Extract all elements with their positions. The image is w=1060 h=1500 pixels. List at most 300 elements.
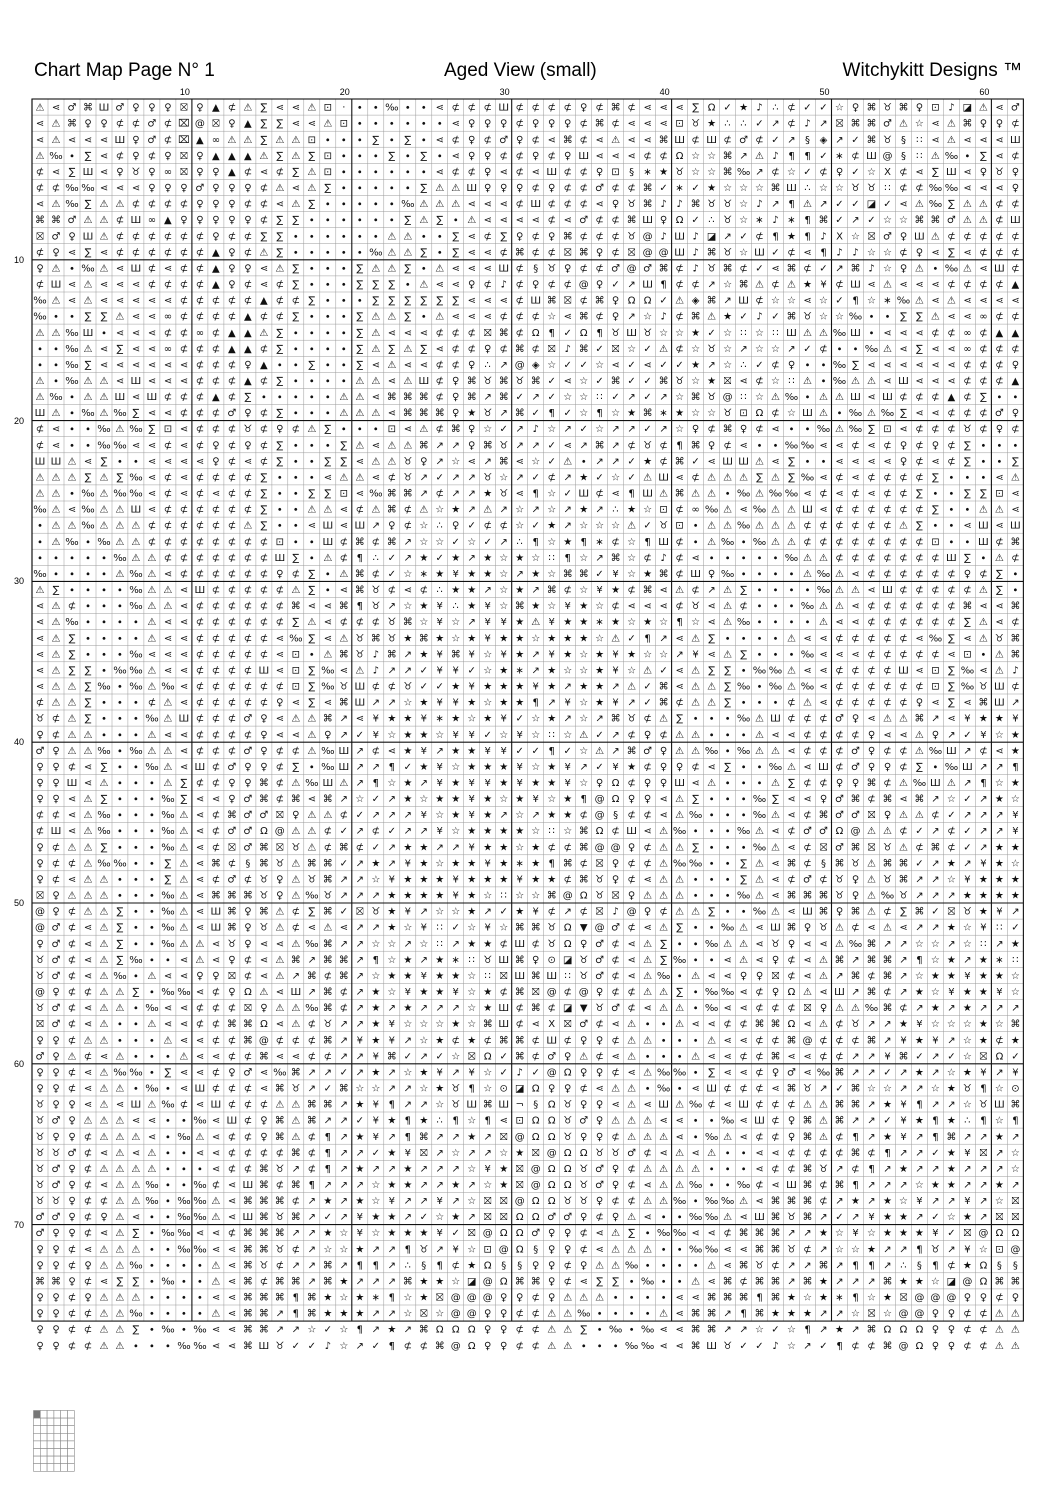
stitch-symbol: ⊄ <box>452 167 460 178</box>
stitch-symbol: ∙ <box>341 247 347 258</box>
stitch-symbol: ∙ <box>309 392 315 403</box>
stitch-symbol: ⋖ <box>132 440 140 451</box>
stitch-symbol: ∑ <box>308 633 315 644</box>
stitch-symbol: ♀ <box>596 1100 603 1111</box>
stitch-symbol: ↗ <box>356 939 364 950</box>
stitch-symbol: ⊄ <box>627 440 635 451</box>
stitch-symbol: ⋖ <box>675 1341 683 1352</box>
stitch-symbol: ♀ <box>68 1228 75 1239</box>
stitch-symbol: ⊄ <box>803 810 811 821</box>
stitch-symbol: ∞ <box>164 167 172 178</box>
stitch-symbol: ¶ <box>1012 762 1018 773</box>
stitch-symbol: ⌘ <box>867 778 877 789</box>
stitch-symbol: ♉ <box>36 1100 45 1111</box>
page-cell <box>40 1418 47 1426</box>
stitch-symbol: ‰ <box>161 987 174 998</box>
stitch-symbol: ⚠ <box>723 939 732 950</box>
stitch-symbol: ⌘ <box>387 489 397 500</box>
stitch-symbol: @ <box>899 1309 909 1320</box>
stitch-symbol: ✓ <box>947 1228 955 1239</box>
stitch-symbol: ⚠ <box>100 939 109 950</box>
stitch-symbol: ★ <box>819 1277 828 1288</box>
stitch-symbol: ★ <box>387 1212 396 1223</box>
stitch-symbol: ⊄ <box>260 440 268 451</box>
stitch-symbol: ∙ <box>740 569 746 580</box>
stitch-symbol: ⚠ <box>339 569 348 580</box>
page-cell <box>40 1433 47 1441</box>
stitch-symbol: ⌘ <box>899 1051 909 1062</box>
stitch-symbol: ⊄ <box>292 569 300 580</box>
stitch-symbol: ♀ <box>1012 183 1019 194</box>
stitch-symbol: ♂ <box>579 215 588 226</box>
stitch-symbol: Ш <box>466 1100 477 1111</box>
stitch-symbol: ⋖ <box>835 456 843 467</box>
stitch-symbol: ∙ <box>676 1035 682 1046</box>
stitch-symbol: ★ <box>707 183 716 194</box>
stitch-symbol: ⋖ <box>68 505 76 516</box>
stitch-symbol: ⊄ <box>228 601 236 612</box>
stitch-symbol: ✓ <box>468 521 476 532</box>
stitch-symbol: ↗ <box>595 505 603 516</box>
stitch-symbol: ∙ <box>708 1116 714 1127</box>
stitch-symbol: ‰ <box>753 794 766 805</box>
stitch-symbol: ⊄ <box>228 489 236 500</box>
stitch-symbol: ♀ <box>52 1100 59 1111</box>
stitch-symbol: ⊄ <box>244 585 252 596</box>
stitch-symbol: ♀ <box>500 1293 507 1304</box>
stitch-symbol: ⌘ <box>659 376 669 387</box>
stitch-symbol: ★ <box>339 1277 348 1288</box>
stitch-symbol: @ <box>515 1132 525 1143</box>
stitch-symbol: ★ <box>547 875 556 886</box>
stitch-symbol: ⊄ <box>260 585 268 596</box>
stitch-symbol: ★ <box>979 714 988 725</box>
stitch-symbol: ♪ <box>948 103 954 114</box>
stitch-symbol: ‰ <box>753 505 766 516</box>
stitch-symbol: ⊄ <box>228 682 236 693</box>
stitch-symbol: Ш <box>626 328 637 339</box>
stitch-symbol: ⋖ <box>979 601 987 612</box>
stitch-symbol: ♀ <box>52 1260 59 1271</box>
stitch-symbol: ⊄ <box>164 247 172 258</box>
stitch-symbol: ⚠ <box>611 1244 620 1255</box>
stitch-symbol: ⋖ <box>468 247 476 258</box>
stitch-symbol: ∙ <box>309 328 315 339</box>
stitch-symbol: ⊡ <box>388 424 396 435</box>
stitch-symbol: ↗ <box>404 810 412 821</box>
stitch-symbol: ★ <box>467 633 476 644</box>
stitch-symbol: ♀ <box>132 151 139 162</box>
stitch-symbol: ⊄ <box>580 810 588 821</box>
stitch-symbol: ⊄ <box>148 151 156 162</box>
stitch-symbol: ⋖ <box>947 376 955 387</box>
stitch-symbol: ⊄ <box>739 1084 747 1095</box>
stitch-symbol: ‰ <box>161 923 174 934</box>
stitch-symbol: ♂ <box>803 826 812 837</box>
stitch-symbol: ∙ <box>964 537 970 548</box>
stitch-symbol: ⚠ <box>691 971 700 982</box>
stitch-symbol: ⊄ <box>835 762 843 773</box>
stitch-symbol: ☆ <box>467 1019 476 1030</box>
stitch-symbol: ↗ <box>500 408 508 419</box>
stitch-symbol: ⊄ <box>755 1084 763 1095</box>
stitch-symbol: ⊄ <box>228 360 236 371</box>
stitch-symbol: ♪ <box>756 199 762 210</box>
stitch-symbol: Ш <box>1010 521 1021 532</box>
stitch-symbol: ⛝ <box>516 1180 524 1191</box>
stitch-symbol: ⋖ <box>723 1100 731 1111</box>
stitch-symbol: ★ <box>435 875 444 886</box>
page-cell <box>34 1441 41 1449</box>
stitch-symbol: ∙ <box>117 456 123 467</box>
stitch-symbol: ⌘ <box>275 1132 285 1143</box>
stitch-symbol: ∙ <box>389 199 395 210</box>
stitch-symbol: ‰ <box>721 1196 734 1207</box>
stitch-symbol: ⚠ <box>147 585 156 596</box>
stitch-symbol: ↗ <box>627 280 635 291</box>
stitch-symbol: ⚠ <box>323 553 332 564</box>
stitch-symbol: Ш <box>131 376 142 387</box>
stitch-symbol: ⋖ <box>292 698 300 709</box>
stitch-symbol: ⋖ <box>995 135 1003 146</box>
stitch-symbol: ↗ <box>388 858 396 869</box>
stitch-symbol: ⊄ <box>212 601 220 612</box>
stitch-symbol: ⌘ <box>707 1309 717 1320</box>
stitch-symbol: ⊄ <box>84 1051 92 1062</box>
stitch-symbol: ⋖ <box>180 1019 188 1030</box>
stitch-symbol: ↗ <box>308 987 316 998</box>
stitch-symbol: ⊄ <box>564 199 572 210</box>
stitch-symbol: ⋖ <box>803 665 811 676</box>
stitch-symbol: ↗ <box>1011 698 1019 709</box>
stitch-symbol: ⊄ <box>372 682 380 693</box>
stitch-symbol: ‰ <box>865 1003 878 1014</box>
stitch-symbol: ♀ <box>1012 360 1019 371</box>
stitch-symbol: ↗ <box>819 119 827 130</box>
stitch-symbol: ♉ <box>963 1084 972 1095</box>
stitch-symbol: ‰ <box>81 489 94 500</box>
stitch-symbol: ⋖ <box>180 955 188 966</box>
stitch-symbol: ⋖ <box>372 360 380 371</box>
stitch-symbol: ⊄ <box>611 231 619 242</box>
stitch-symbol: ☆ <box>355 1084 364 1095</box>
stitch-symbol: ⌘ <box>67 119 77 130</box>
stitch-symbol: ✓ <box>691 215 699 226</box>
stitch-symbol: ⌘ <box>883 1277 893 1288</box>
stitch-symbol: ¥ <box>533 682 539 693</box>
stitch-symbol: ⊄ <box>196 392 204 403</box>
stitch-symbol: ☆ <box>419 794 428 805</box>
stitch-symbol: ∙ <box>165 1084 171 1095</box>
stitch-symbol: ★ <box>579 473 588 484</box>
stitch-symbol: ∑ <box>388 280 395 291</box>
stitch-symbol: ∙ <box>740 810 746 821</box>
stitch-symbol: ∙ <box>996 440 1002 451</box>
stitch-symbol: ⊄ <box>915 537 923 548</box>
stitch-symbol: ⋖ <box>883 730 891 741</box>
stitch-symbol: ↗ <box>420 778 428 789</box>
stitch-symbol: ⚠ <box>675 794 684 805</box>
stitch-symbol: ⌘ <box>323 1277 333 1288</box>
stitch-symbol: ⚠ <box>403 231 412 242</box>
stitch-symbol: ⛝ <box>868 231 876 242</box>
stitch-symbol: ⋖ <box>84 135 92 146</box>
stitch-symbol: ⊄ <box>819 746 827 757</box>
stitch-symbol: ⊄ <box>276 167 284 178</box>
stitch-symbol: ★ <box>451 585 460 596</box>
stitch-symbol: ⌘ <box>339 601 349 612</box>
stitch-symbol: ★ <box>403 714 412 725</box>
stitch-symbol: ⋖ <box>803 296 811 307</box>
stitch-symbol: ⚠ <box>723 1212 732 1223</box>
stitch-symbol: ⋖ <box>931 119 939 130</box>
stitch-symbol: ∙ <box>405 167 411 178</box>
stitch-symbol: ∑ <box>308 698 315 709</box>
stitch-symbol: ⋖ <box>148 1132 156 1143</box>
stitch-symbol: ⚠ <box>931 151 940 162</box>
stitch-symbol: ⊄ <box>707 424 715 435</box>
stitch-symbol: ⋖ <box>755 939 763 950</box>
stitch-symbol: ⋖ <box>84 1067 92 1078</box>
stitch-symbol: Ш <box>930 778 941 789</box>
stitch-symbol: ♀ <box>468 135 475 146</box>
stitch-symbol: ↗ <box>787 1260 795 1271</box>
stitch-symbol: ⌘ <box>435 1341 445 1352</box>
stitch-symbol: ¥ <box>1012 826 1018 837</box>
stitch-symbol: ⋖ <box>180 665 188 676</box>
stitch-symbol: ∙ <box>676 1084 682 1095</box>
stitch-symbol: ♉ <box>547 263 556 274</box>
stitch-symbol: ∑ <box>324 424 331 435</box>
stitch-symbol: ⊄ <box>851 151 859 162</box>
stitch-symbol: ★ <box>675 408 684 419</box>
stitch-symbol: ♀ <box>868 730 875 741</box>
stitch-symbol: ∑ <box>740 585 747 596</box>
stitch-symbol: ¥ <box>1012 810 1018 821</box>
stitch-symbol: ∙ <box>373 424 379 435</box>
stitch-symbol: ★ <box>723 312 732 323</box>
stitch-symbol: ⊄ <box>899 601 907 612</box>
stitch-symbol: ⋖ <box>196 907 204 918</box>
stitch-symbol: ♀ <box>900 231 907 242</box>
stitch-symbol: ⌘ <box>851 907 861 918</box>
stitch-symbol: ⋖ <box>116 296 124 307</box>
stitch-symbol: ∙ <box>37 344 43 355</box>
stitch-symbol: ⊄ <box>867 794 875 805</box>
stitch-symbol: ∑ <box>276 231 283 242</box>
stitch-symbol: ⚠ <box>995 1309 1004 1320</box>
stitch-symbol: ⊄ <box>276 682 284 693</box>
stitch-symbol: ★ <box>355 1132 364 1143</box>
stitch-symbol: ⚠ <box>195 1132 204 1143</box>
stitch-symbol: ⚠ <box>819 1019 828 1030</box>
stitch-symbol: ∙ <box>676 1244 682 1255</box>
stitch-symbol: ⌘ <box>243 891 253 902</box>
stitch-symbol: ★ <box>387 1148 396 1159</box>
stitch-symbol: Ш <box>131 263 142 274</box>
stitch-symbol: ♀ <box>164 183 171 194</box>
stitch-symbol: ⚠ <box>931 312 940 323</box>
stitch-symbol: ∴ <box>437 585 443 596</box>
stitch-symbol: ∙ <box>293 440 299 451</box>
stitch-symbol: ∙ <box>756 553 762 564</box>
stitch-symbol: ¶ <box>469 1084 475 1095</box>
stitch-symbol: ⋖ <box>100 1148 108 1159</box>
stitch-symbol: ∙ <box>692 1035 698 1046</box>
stitch-symbol: ∙ <box>660 1277 666 1288</box>
stitch-symbol: Ш <box>754 247 765 258</box>
stitch-symbol: ⚠ <box>52 649 61 660</box>
stitch-symbol: Ω <box>580 1148 588 1159</box>
stitch-symbol: ⋖ <box>979 296 987 307</box>
stitch-symbol: ♀ <box>452 408 459 419</box>
stitch-symbol: ♀ <box>916 247 923 258</box>
stitch-symbol: ⊄ <box>580 199 588 210</box>
stitch-symbol: ⚠ <box>371 263 380 274</box>
stitch-symbol: ∙ <box>660 1260 666 1271</box>
stitch-symbol: ⊄ <box>500 521 508 532</box>
stitch-symbol: ♉ <box>595 891 604 902</box>
stitch-symbol: ∑ <box>292 312 299 323</box>
stitch-symbol: ↗ <box>723 1325 731 1336</box>
stitch-symbol: ♉ <box>371 601 380 612</box>
stitch-symbol: ⌘ <box>307 1293 317 1304</box>
stitch-symbol: ⊄ <box>723 440 731 451</box>
stitch-symbol: ‰ <box>737 682 750 693</box>
stitch-symbol: ⋖ <box>643 103 651 114</box>
stitch-symbol: ⊄ <box>867 971 875 982</box>
stitch-symbol: ↗ <box>931 923 939 934</box>
stitch-symbol: ⋖ <box>180 585 188 596</box>
page-cell <box>54 1456 61 1464</box>
stitch-symbol: ♂ <box>259 810 268 821</box>
stitch-symbol: ‰ <box>721 923 734 934</box>
stitch-symbol: ★ <box>483 553 492 564</box>
stitch-symbol: ⌘ <box>259 858 269 869</box>
stitch-symbol: ⊄ <box>883 521 891 532</box>
stitch-symbol: Ш <box>322 537 333 548</box>
stitch-symbol: ★ <box>947 955 956 966</box>
stitch-symbol: ♉ <box>851 858 860 869</box>
stitch-symbol: ∑ <box>980 151 987 162</box>
stitch-symbol: ∙ <box>165 1212 171 1223</box>
stitch-symbol: ⚠ <box>195 955 204 966</box>
stitch-symbol: ¥ <box>932 1035 938 1046</box>
stitch-symbol: Ω <box>484 1260 492 1271</box>
stitch-symbol: ⚠ <box>147 1164 156 1175</box>
stitch-symbol: ⚠ <box>100 1035 109 1046</box>
stitch-symbol: ⌘ <box>259 1180 269 1191</box>
stitch-symbol: ⛝ <box>516 1164 524 1175</box>
stitch-symbol: ✓ <box>803 167 811 178</box>
stitch-symbol: ⋖ <box>196 923 204 934</box>
stitch-symbol: ☆ <box>499 473 508 484</box>
stitch-symbol: ♀ <box>52 891 59 902</box>
stitch-symbol: ⌘ <box>403 408 413 419</box>
stitch-symbol: ⌘ <box>803 1180 813 1191</box>
stitch-symbol: ∑ <box>276 247 283 258</box>
stitch-symbol: ¥ <box>437 665 443 676</box>
stitch-symbol: ⌘ <box>51 215 61 226</box>
stitch-symbol: ♉ <box>675 376 684 387</box>
stitch-symbol: ☆ <box>931 987 940 998</box>
stitch-symbol: ⚠ <box>643 473 652 484</box>
stitch-symbol: ⚠ <box>115 1196 124 1207</box>
stitch-symbol: ⊄ <box>148 698 156 709</box>
stitch-symbol: ¥ <box>453 698 459 709</box>
stitch-symbol: ∙ <box>708 810 714 821</box>
stitch-symbol: ‰ <box>737 826 750 837</box>
stitch-symbol: ∑ <box>133 1228 140 1239</box>
stitch-symbol: ★ <box>483 939 492 950</box>
stitch-symbol: ∙ <box>149 1051 155 1062</box>
stitch-symbol: ⊄ <box>755 1003 763 1014</box>
stitch-symbol: ‰ <box>737 891 750 902</box>
stitch-symbol: ⛝ <box>500 1196 508 1207</box>
stitch-symbol: ↗ <box>436 1003 444 1014</box>
stitch-symbol: ⋖ <box>436 280 444 291</box>
stitch-symbol: ⚠ <box>675 730 684 741</box>
stitch-symbol: ∙ <box>325 296 331 307</box>
stitch-symbol: ⚠ <box>84 858 93 869</box>
stitch-symbol: ¥ <box>565 698 571 709</box>
stitch-symbol: ⌘ <box>739 1228 749 1239</box>
stitch-symbol: ⚠ <box>547 1309 556 1320</box>
stitch-symbol: ⌘ <box>419 408 429 419</box>
stitch-symbol: ★ <box>931 1180 940 1191</box>
stitch-symbol: ¥ <box>469 810 475 821</box>
stitch-symbol: ⌘ <box>803 1277 813 1288</box>
stitch-symbol: ⌘ <box>675 489 685 500</box>
stitch-symbol: ∙ <box>37 537 43 548</box>
stitch-symbol: ⚠ <box>131 1164 140 1175</box>
stitch-symbol: ⚠ <box>707 682 716 693</box>
stitch-symbol: ♂ <box>52 1164 61 1175</box>
stitch-symbol: ♉ <box>627 231 636 242</box>
stitch-symbol: ‰ <box>97 537 110 548</box>
stitch-symbol: ∑ <box>948 698 955 709</box>
stitch-symbol: ⋖ <box>68 875 76 886</box>
stitch-symbol: ⋖ <box>595 135 603 146</box>
stitch-symbol: ⋖ <box>260 1067 268 1078</box>
stitch-symbol: ⌘ <box>787 263 797 274</box>
stitch-symbol: ⊄ <box>675 553 683 564</box>
stitch-symbol: ♉ <box>595 1148 604 1159</box>
stitch-symbol: ⊄ <box>180 328 188 339</box>
stitch-symbol: ☆ <box>915 939 924 950</box>
stitch-symbol: ⚠ <box>883 280 892 291</box>
stitch-symbol: ∙ <box>341 151 347 162</box>
stitch-symbol: ¶ <box>357 553 363 564</box>
stitch-symbol: ⊄ <box>580 263 588 274</box>
stitch-symbol: ∙ <box>293 392 299 403</box>
stitch-symbol: @ <box>595 923 605 934</box>
stitch-symbol: ↗ <box>899 1148 907 1159</box>
stitch-symbol: ⋖ <box>276 649 284 660</box>
stitch-symbol: ∙ <box>69 151 75 162</box>
stitch-symbol: ⚠ <box>867 907 876 918</box>
stitch-symbol: ☆ <box>851 231 860 242</box>
stitch-symbol: ▲ <box>244 328 252 339</box>
stitch-symbol: ★ <box>1011 730 1020 741</box>
stitch-symbol: ⚠ <box>819 617 828 628</box>
stitch-symbol: ‰ <box>161 682 174 693</box>
stitch-symbol: ↗ <box>931 875 939 886</box>
stitch-symbol: ▲ <box>260 296 268 307</box>
stitch-symbol: ∙ <box>117 875 123 886</box>
stitch-symbol: ⋖ <box>851 473 859 484</box>
stitch-symbol: ⊄ <box>851 489 859 500</box>
